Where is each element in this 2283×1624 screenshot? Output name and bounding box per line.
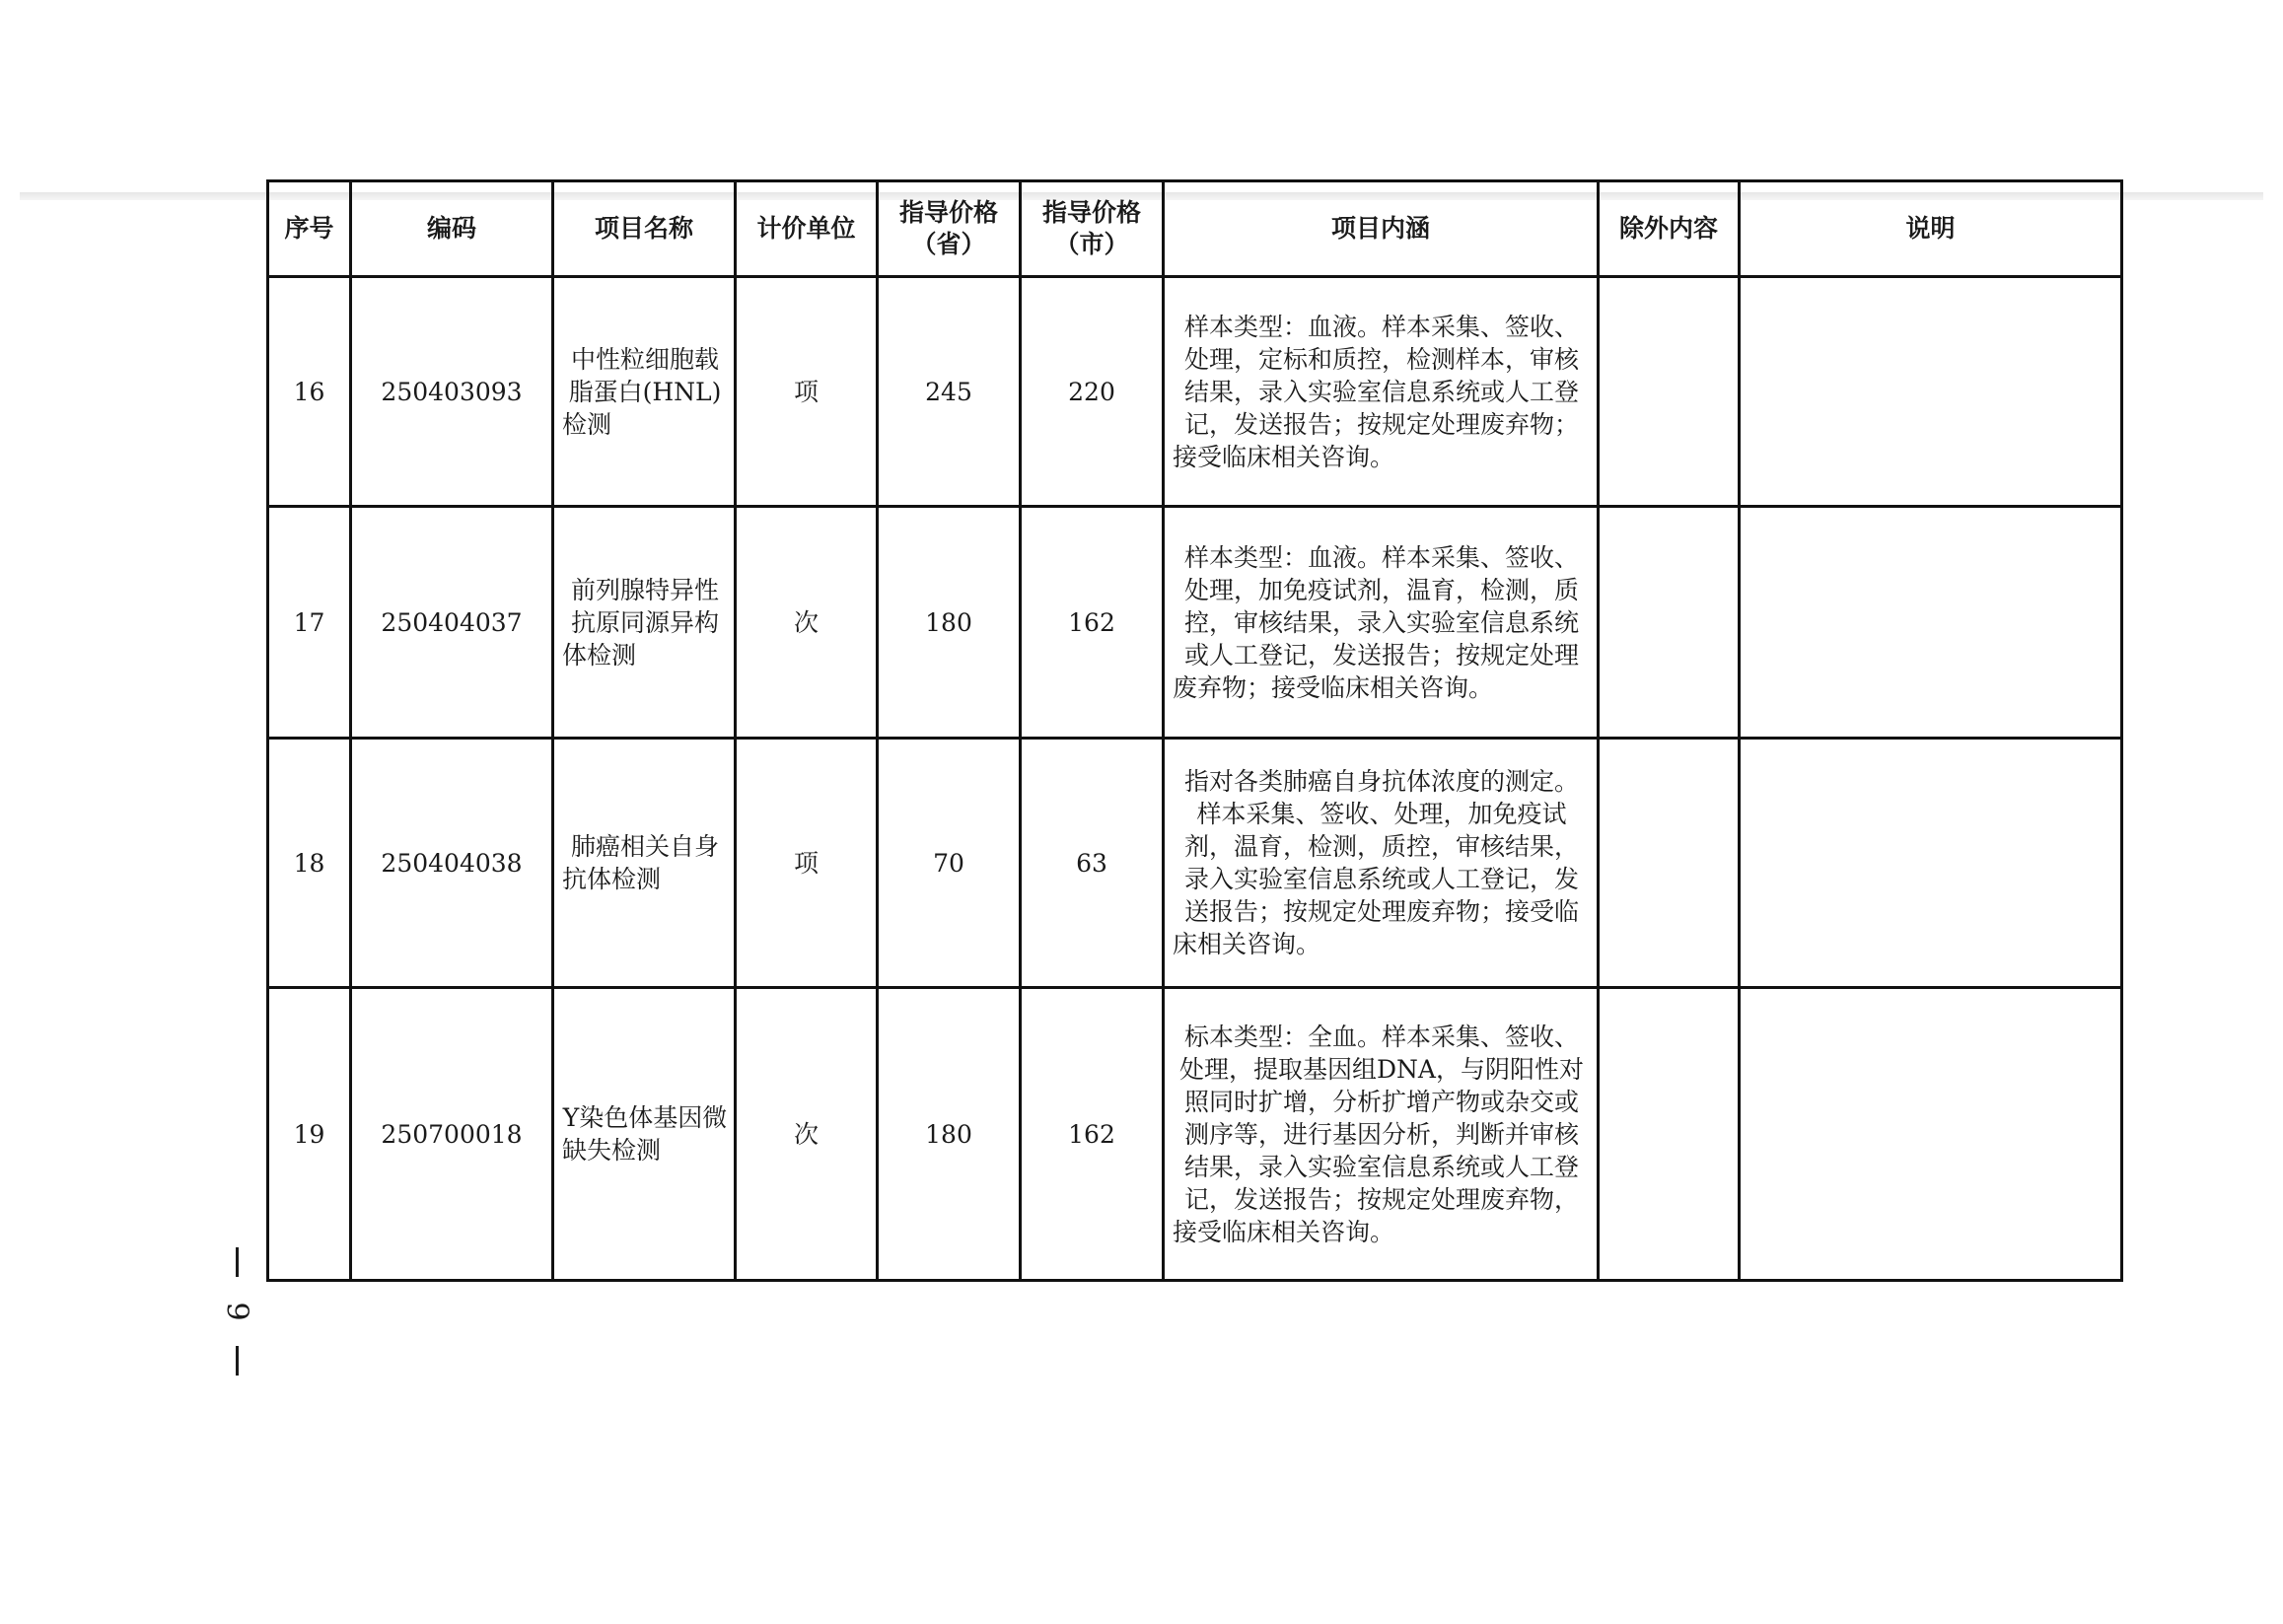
- cell-name: [553, 507, 736, 739]
- cell-seq: 16: [268, 277, 351, 507]
- header-price-city-line2: （市）: [1054, 230, 1129, 258]
- header-price-city: [1021, 181, 1164, 277]
- cell-price-province: 180: [878, 507, 1021, 739]
- cell-price-city: 162: [1021, 507, 1164, 739]
- header-price-province: [878, 181, 1021, 277]
- cell-content: [1164, 507, 1599, 739]
- header-name: 项目名称: [553, 181, 736, 277]
- cell-name-text: Y染色体基因微缺失检测: [562, 1103, 728, 1165]
- cell-code: 250404038: [351, 739, 553, 988]
- cell-content: [1164, 277, 1599, 507]
- cell-content: [1164, 988, 1599, 1281]
- cell-content-text: 样本类型：血液。样本采集、签收、处理，定标和质控，检测样本，审核结果，录入实验室信息系统或人工登记，发送报告；按规定处理废弃物；接受临床相关咨询。: [1173, 312, 1579, 471]
- cell-name-text: 肺癌相关自身抗体检测: [562, 832, 719, 893]
- cell-price-city: 162: [1021, 988, 1164, 1281]
- header-price-province-line1: 指导价格: [898, 198, 998, 227]
- table-row: [268, 277, 2122, 507]
- cell-seq: 18: [268, 739, 351, 988]
- cell-price-city: 220: [1021, 277, 1164, 507]
- cell-name: [553, 739, 736, 988]
- cell-seq: 17: [268, 507, 351, 739]
- cell-excluded: [1599, 507, 1740, 739]
- page-number-dash-top: [236, 1247, 239, 1277]
- header-row: [268, 181, 2122, 277]
- header-note: 说明: [1740, 181, 2122, 277]
- price-table: [266, 179, 2123, 1282]
- cell-unit: 次: [736, 507, 878, 739]
- table-row: [268, 507, 2122, 739]
- cell-content-text: 样本类型：血液。样本采集、签收、处理，加免疫试剂，温育，检测，质控，审核结果，录入实验室信息系统或人工登记，发送报告；按规定处理废弃物；接受临床相关咨询。: [1173, 542, 1579, 702]
- cell-price-province: 70: [878, 739, 1021, 988]
- table-row: [268, 739, 2122, 988]
- cell-unit: 项: [736, 739, 878, 988]
- cell-price-province: 180: [878, 988, 1021, 1281]
- cell-note: [1740, 507, 2122, 739]
- cell-note: [1740, 277, 2122, 507]
- cell-note: [1740, 988, 2122, 1281]
- cell-name-text: 中性粒细胞载脂蛋白(HNL)检测: [562, 344, 722, 439]
- cell-price-city: 63: [1021, 739, 1164, 988]
- header-excluded: 除外内容: [1599, 181, 1740, 277]
- cell-code: 250700018: [351, 988, 553, 1281]
- header-price-province-line2: （省）: [911, 230, 986, 258]
- header-content: 项目内涵: [1164, 181, 1599, 277]
- cell-content: [1164, 739, 1599, 988]
- page-number-dash-bottom: [236, 1346, 239, 1376]
- cell-name: [553, 277, 736, 507]
- cell-content-text: 指对各类肺癌自身抗体浓度的测定。样本采集、签收、处理，加免疫试剂，温育，检测，质控，审核结果，录入实验室信息系统或人工登记，发送报告；按规定处理废弃物；接受临床相关咨询。: [1173, 767, 1579, 958]
- table-row: [268, 988, 2122, 1281]
- cell-seq: 19: [268, 988, 351, 1281]
- cell-note: [1740, 739, 2122, 988]
- header-seq: 序号: [268, 181, 351, 277]
- cell-price-province: 245: [878, 277, 1021, 507]
- page-number-value: 9: [220, 1302, 254, 1321]
- header-price-city-line1: 指导价格: [1041, 198, 1141, 227]
- cell-code: 250403093: [351, 277, 553, 507]
- cell-code: 250404037: [351, 507, 553, 739]
- cell-name: [553, 988, 736, 1281]
- cell-content-text: 标本类型：全血。样本采集、签收、处理，提取基因组DNA，与阴阳性对照同时扩增，分析扩增产物或杂交或测序等，进行基因分析，判断并审核结果，录入实验室信息系统或人工登记，发送报告；按规定处理废弃物，接受临床相关咨询。: [1173, 1022, 1584, 1246]
- cell-excluded: [1599, 277, 1740, 507]
- header-code: 编码: [351, 181, 553, 277]
- cell-name-text: 前列腺特异性抗原同源异构体检测: [562, 575, 719, 670]
- cell-unit: 次: [736, 988, 878, 1281]
- cell-excluded: [1599, 739, 1740, 988]
- page-number: [202, 1247, 271, 1376]
- header-unit: 计价单位: [736, 181, 878, 277]
- cell-excluded: [1599, 988, 1740, 1281]
- cell-unit: 项: [736, 277, 878, 507]
